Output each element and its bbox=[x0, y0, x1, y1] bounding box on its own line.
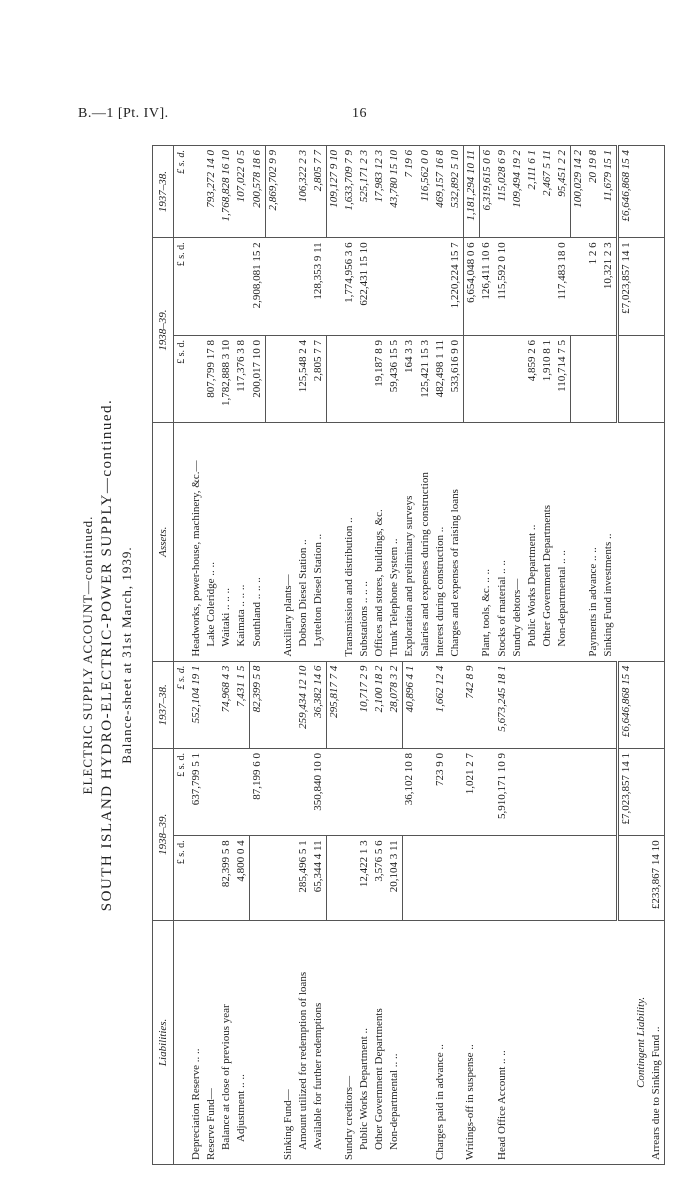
table-row bbox=[250, 146, 266, 1165]
total-1939: 1,220,224 15 7 bbox=[448, 238, 464, 336]
row-label: Arrears due to Sinking Fund .. bbox=[649, 920, 665, 1164]
value-1938: 43,780 15 10 bbox=[387, 146, 403, 238]
value-1939: 1,910 8 1 bbox=[540, 336, 555, 423]
value-1938: 532,892 5 10 bbox=[448, 146, 464, 238]
table-row bbox=[540, 146, 555, 1165]
row-label: Substations .. .. .. bbox=[357, 422, 372, 661]
value-1938: 469,157 16 8 bbox=[433, 146, 448, 238]
value-1939: 125,421 15 3 bbox=[418, 336, 433, 423]
row-label: Sinking Fund investments .. bbox=[601, 422, 618, 661]
row-label: Other Government Departments bbox=[540, 422, 555, 661]
value-1938: 793,272 14 0 bbox=[204, 146, 219, 238]
row-label: Charges and expenses of raising loans bbox=[448, 422, 464, 661]
total-1938: 82,399 5 8 bbox=[250, 661, 266, 748]
row-label: Headworks, power-house, machinery, &c.— bbox=[189, 422, 204, 661]
table-row bbox=[204, 146, 219, 1165]
row-label: Lyttelton Diesel Station .. bbox=[311, 422, 327, 661]
value-1938: 552,104 19 1 bbox=[189, 661, 204, 748]
row-label: Kaimata .. .. .. bbox=[234, 422, 250, 661]
value-1938: 2,100 18 2 bbox=[372, 661, 387, 748]
table-row bbox=[463, 146, 479, 1165]
value-1939: 20,104 3 11 bbox=[387, 836, 403, 920]
grand-total-1939: £7,023,857 14 1 bbox=[617, 238, 634, 336]
row-label: Payments in advance .. .. bbox=[586, 422, 601, 661]
table-row bbox=[555, 146, 571, 1165]
title-account: ELECTRIC SUPPLY ACCOUNT—continued. bbox=[80, 515, 95, 795]
row-label: Exploration and preliminary surveys bbox=[402, 422, 418, 661]
table-row bbox=[387, 146, 403, 1165]
value-1938: 74,968 4 3 bbox=[219, 661, 234, 748]
value-1939: 110,714 7 5 bbox=[555, 336, 571, 423]
cur-label: £ s. d. bbox=[174, 336, 190, 423]
cur-label: £ s. d. bbox=[174, 836, 190, 920]
document-code: B.—1 [Pt. IV]. bbox=[78, 106, 169, 121]
row-label: Sinking Fund— bbox=[281, 920, 296, 1164]
row-label: Non-departmental .. .. bbox=[555, 422, 571, 661]
value-1939: 126,411 10 6 bbox=[479, 238, 495, 336]
row-label: Plant, tools, &c. .. .. bbox=[479, 422, 495, 661]
value-1938: 36,382 14 6 bbox=[311, 661, 327, 748]
row-label: Other Government Departments bbox=[372, 920, 387, 1164]
table-row bbox=[281, 146, 296, 1165]
value-1938: 109,494 19 2 bbox=[510, 146, 525, 238]
total-1938: 295,817 7 4 bbox=[326, 661, 342, 748]
table-row bbox=[296, 146, 311, 1165]
value-1939: 1,782,888 3 10 bbox=[219, 336, 234, 423]
value-1938: 525,171 2 3 bbox=[357, 146, 372, 238]
subtotal-1938: 6,319,615 0 6 bbox=[479, 146, 495, 238]
row-label: Head Office Account .. .. bbox=[495, 920, 510, 1164]
value-1938: 742 8 9 bbox=[463, 661, 479, 748]
currency-row bbox=[174, 146, 190, 1165]
table-row bbox=[402, 146, 418, 1165]
value-1939: 1,021 2 7 bbox=[463, 749, 479, 836]
value-1939: 2,805 7 7 bbox=[311, 336, 327, 423]
value-1939: 1,774,956 3 6 bbox=[342, 238, 357, 336]
header-row bbox=[153, 146, 174, 1165]
value-1938: 107,022 0 5 bbox=[234, 146, 250, 238]
value-1938: 28,078 3 2 bbox=[387, 661, 403, 748]
table-row bbox=[234, 146, 250, 1165]
value-1939: 533,616 9 0 bbox=[448, 336, 464, 423]
value-1939: 637,799 5 1 bbox=[189, 749, 204, 836]
table-row bbox=[448, 146, 464, 1165]
row-label: Waitaki .. .. .. bbox=[219, 422, 234, 661]
table-row bbox=[649, 146, 665, 1165]
row-label: Transmission and distribution .. bbox=[342, 422, 357, 661]
value-1938: 1,662 12 4 bbox=[433, 661, 448, 748]
value-1938: 259,434 12 10 bbox=[296, 661, 311, 748]
value-1939: 117,376 3 8 bbox=[234, 336, 250, 423]
total-1939: 128,353 9 11 bbox=[311, 238, 327, 336]
total-1939: 36,102 10 8 bbox=[402, 749, 418, 836]
row-label: Southland .. .. .. bbox=[250, 422, 266, 661]
table-row bbox=[433, 146, 448, 1165]
table-row bbox=[418, 146, 433, 1165]
value-1939: 115,592 0 10 bbox=[495, 238, 510, 336]
table-row bbox=[601, 146, 618, 1165]
row-label: Salaries and expenses during construction bbox=[418, 422, 433, 661]
table-row bbox=[479, 146, 495, 1165]
value-1939: 4,859 2 6 bbox=[525, 336, 540, 423]
row-label: Interest during construction .. bbox=[433, 422, 448, 661]
total-1938: 109,127 9 10 bbox=[326, 146, 342, 238]
table-row bbox=[634, 146, 649, 1165]
cur-label: £ s. d. bbox=[174, 661, 190, 748]
title-supply: SOUTH ISLAND HYDRO-ELECTRIC-POWER SUPPLY—continued. bbox=[99, 398, 115, 912]
table-row bbox=[326, 146, 342, 1165]
total-1938: 40,896 4 1 bbox=[402, 661, 418, 748]
grand-total-1939: £7,023,857 14 1 bbox=[617, 749, 634, 836]
table-row bbox=[357, 146, 372, 1165]
value-1939: 125,548 2 4 bbox=[296, 336, 311, 423]
col-liabilities: Liabilities. bbox=[153, 920, 174, 1164]
value-1938: 2,467 5 11 bbox=[540, 146, 555, 238]
balance-sheet-table bbox=[152, 145, 665, 1165]
page-number: 16 bbox=[352, 106, 367, 121]
row-label: Trunk Telephone System .. bbox=[387, 422, 403, 661]
row-label: Charges paid in advance .. bbox=[433, 920, 448, 1164]
subtotal-1939: 6,654,048 0 6 bbox=[463, 238, 479, 336]
value-1938: 10,717 2 9 bbox=[357, 661, 372, 748]
table-row bbox=[570, 146, 586, 1165]
table-row bbox=[219, 146, 234, 1165]
row-label: Sundry creditors— bbox=[342, 920, 357, 1164]
value-1939: 285,496 5 1 bbox=[296, 836, 311, 920]
total-1939: 350,840 10 0 bbox=[311, 749, 327, 836]
row-label: Writings-off in suspense .. bbox=[463, 920, 479, 1164]
value-1939: 10,321 2 3 bbox=[601, 238, 618, 336]
col-1939-right: 1938–39. bbox=[153, 238, 174, 423]
value-1939: 12,422 1 3 bbox=[357, 836, 372, 920]
value-1939: 200,017 10 0 bbox=[250, 336, 266, 423]
value-1938: 11,679 15 1 bbox=[601, 146, 618, 238]
value-1938: 7,431 1 5 bbox=[234, 661, 250, 748]
col-1939-left: 1938–39. bbox=[153, 749, 174, 921]
row-label: Balance at close of previous year bbox=[219, 920, 234, 1164]
value-1938: 20 19 8 bbox=[586, 146, 601, 238]
value-1939: 723 9 0 bbox=[433, 749, 448, 836]
table-row bbox=[525, 146, 540, 1165]
col-1938-right: 1937–38. bbox=[153, 146, 174, 238]
value-1939: 59,436 15 5 bbox=[387, 336, 403, 423]
value-1939: 1 2 6 bbox=[586, 238, 601, 336]
value-1939: 164 3 3 bbox=[402, 336, 418, 423]
value-1938: 1,768,828 16 10 bbox=[219, 146, 234, 238]
row-label: Stocks of material .. .. bbox=[495, 422, 510, 661]
table-row bbox=[265, 146, 281, 1165]
value-1939: 482,498 1 11 bbox=[433, 336, 448, 423]
row-label: Depreciation Reserve .. .. bbox=[189, 920, 204, 1164]
contingent-heading: Contingent Liability. bbox=[634, 920, 649, 1164]
row-label: Amount utilized for redemption of loans bbox=[296, 920, 311, 1164]
total-1938: 1,181,294 10 11 bbox=[463, 146, 479, 238]
value-1938: 1,633,709 7 9 bbox=[342, 146, 357, 238]
row-label: Dobson Diesel Station .. bbox=[296, 422, 311, 661]
col-1938-left: 1937–38. bbox=[153, 661, 174, 748]
row-label: Sundry debtors— bbox=[510, 422, 525, 661]
total-1938: 2,869,702 9 9 bbox=[265, 146, 281, 238]
row-label: Auxiliary plants— bbox=[281, 422, 296, 661]
table-row bbox=[586, 146, 601, 1165]
value-1939: 3,576 5 6 bbox=[372, 836, 387, 920]
table-row bbox=[372, 146, 387, 1165]
value-1938: 2,111 6 1 bbox=[525, 146, 540, 238]
table-row bbox=[495, 146, 510, 1165]
value-1939: 5,910,171 10 9 bbox=[495, 749, 510, 836]
value-1938: 5,673,245 18 1 bbox=[495, 661, 510, 748]
row-label: Lake Coleridge .. .. bbox=[204, 422, 219, 661]
title-balance-sheet: Balance-sheet at 31st March, 1939. bbox=[119, 546, 134, 764]
rotated-balance-sheet bbox=[80, 145, 662, 1165]
value-1939: 4,800 0 4 bbox=[234, 836, 250, 920]
row-label: Public Works Department .. bbox=[357, 920, 372, 1164]
value-1938: 116,562 0 0 bbox=[418, 146, 433, 238]
row-label: Public Works Department .. bbox=[525, 422, 540, 661]
grand-total-1938: £6,646,868 15 4 bbox=[617, 146, 634, 238]
row-label: Reserve Fund— bbox=[204, 920, 219, 1164]
value-1939: 622,431 15 10 bbox=[357, 238, 372, 336]
row-label: Adjustment .. .. bbox=[234, 920, 250, 1164]
cur-label: £ s. d. bbox=[174, 146, 190, 238]
value-1939: 19,187 8 9 bbox=[372, 336, 387, 423]
title-block bbox=[80, 145, 135, 1165]
total-1939: 2,908,081 15 2 bbox=[250, 238, 266, 336]
table-row bbox=[510, 146, 525, 1165]
value-1938: 200,578 18 6 bbox=[250, 146, 266, 238]
total-1938: 100,029 14 2 bbox=[570, 146, 586, 238]
value-1939: 82,399 5 8 bbox=[219, 836, 234, 920]
value-1938: 2,805 7 7 bbox=[311, 146, 327, 238]
cur-label: £ s. d. bbox=[174, 238, 190, 336]
total-1939: 117,483 18 0 bbox=[555, 238, 571, 336]
value-1938: 95,451 2 2 bbox=[555, 146, 571, 238]
value-1939: 807,799 17 8 bbox=[204, 336, 219, 423]
row-label: Non-departmental .. .. bbox=[387, 920, 403, 1164]
value-1939: £233,867 14 10 bbox=[649, 836, 665, 920]
value-1938: 115,028 6 9 bbox=[495, 146, 510, 238]
value-1938: 17,983 12 3 bbox=[372, 146, 387, 238]
grand-total-1938: £6,646,868 15 4 bbox=[617, 661, 634, 748]
table-row bbox=[189, 146, 204, 1165]
totals-row bbox=[617, 146, 634, 1165]
row-label: Offices and stores, buildings, &c. bbox=[372, 422, 387, 661]
cur-label: £ s. d. bbox=[174, 749, 190, 836]
table-row bbox=[311, 146, 327, 1165]
table-row bbox=[342, 146, 357, 1165]
total-1939: 87,199 6 0 bbox=[250, 749, 266, 836]
value-1938: 7 19 6 bbox=[402, 146, 418, 238]
col-assets: Assets. bbox=[153, 422, 174, 661]
value-1938: 106,322 2 3 bbox=[296, 146, 311, 238]
value-1939: 65,344 4 11 bbox=[311, 836, 327, 920]
row-label: Available for further redemptions bbox=[311, 920, 327, 1164]
